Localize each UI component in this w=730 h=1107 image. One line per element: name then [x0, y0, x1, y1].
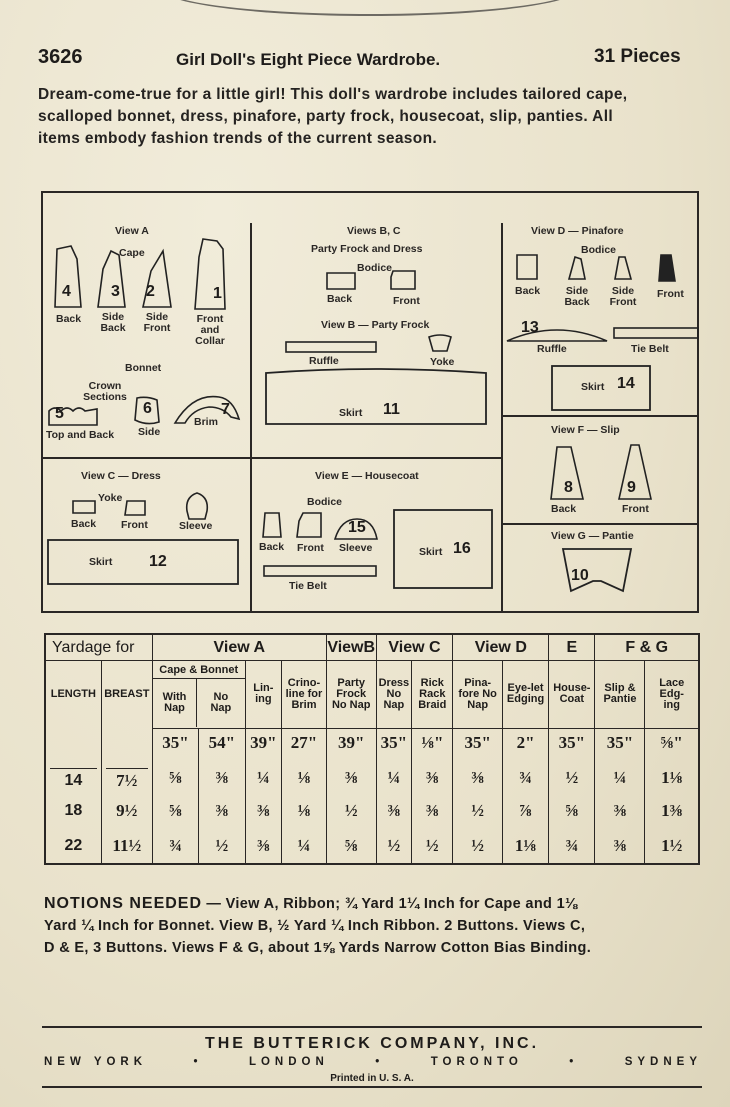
table-group-header — [45, 634, 699, 660]
view-g-title: View G — Pantie — [551, 530, 634, 542]
piece-label: Front — [657, 288, 684, 300]
value-cell: ⅜ — [199, 756, 245, 792]
width-cell: ⅝" — [645, 728, 699, 756]
table-column-header — [45, 660, 699, 728]
column-eyelet: Eye-let Edging — [502, 660, 548, 728]
yardage-table — [44, 633, 700, 865]
publisher-footer — [42, 1026, 702, 1088]
group-view-b: ViewB — [326, 634, 376, 660]
cape-bonnet-header — [152, 660, 245, 728]
skirt-number: 14 — [617, 375, 635, 392]
group-view-d: View D — [453, 634, 549, 660]
column-dress: Dress No Nap — [376, 660, 412, 728]
city: NEW YORK — [44, 1056, 148, 1068]
value-cell: ⅜ — [595, 828, 645, 864]
city: LONDON — [248, 1056, 329, 1068]
bonnet-label: Bonnet — [125, 362, 162, 374]
breast-cell: 11½ — [101, 828, 152, 864]
value-cell: ⅜ — [199, 792, 245, 828]
notions-line: Yard ¼ Inch for Bonnet. View B, ½ Yard ¼ Inch Ribbon. 2 Buttons. Views C, — [44, 918, 586, 934]
separator: • — [375, 1056, 385, 1068]
views-bc-title: Views B, C — [347, 225, 401, 237]
skirt-number: 12 — [149, 553, 167, 570]
pattern-piece-2: 2 — [141, 249, 173, 309]
piece-label: Yoke — [430, 356, 455, 368]
column-no-nap: No Nap — [196, 679, 244, 727]
column-party-frock: Party Frock No Nap — [326, 660, 376, 728]
length-cell: 14 — [45, 756, 101, 792]
value-cell: ⅜ — [412, 756, 453, 792]
value-cell: ⅛ — [282, 756, 327, 792]
view-a-title: View A — [115, 225, 149, 237]
value-cell: 1½ — [645, 828, 699, 864]
housecoat-back-piece — [261, 511, 283, 539]
value-cell: ⅜ — [595, 792, 645, 828]
bodice-front-piece — [389, 269, 417, 291]
yardage-label: Yardage for — [45, 634, 152, 660]
bodice-label: Bodice — [581, 244, 617, 256]
value-cell: ⅝ — [152, 756, 198, 792]
value-cell: ½ — [412, 828, 453, 864]
skirt-label: Skirt — [581, 381, 605, 393]
column-breast: BREAST — [101, 660, 152, 728]
ruffle-piece — [285, 341, 377, 353]
width-cell: ⅛" — [412, 728, 453, 756]
piece-label: Front — [393, 295, 420, 307]
column-with-nap: With Nap — [162, 691, 187, 714]
skirt-number: 11 — [383, 401, 400, 418]
piece-label: Side — [138, 426, 161, 438]
width-cell: 27" — [282, 728, 327, 756]
length-cell: 18 — [64, 801, 83, 819]
value-cell: ¼ — [376, 756, 412, 792]
value-cell: ¾ — [549, 828, 595, 864]
piece-label: Back — [327, 293, 353, 305]
value-cell: ¼ — [245, 756, 282, 792]
piece-count: 31 Pieces — [594, 46, 681, 67]
cities-line — [42, 1056, 702, 1068]
piece-label: Back — [515, 285, 541, 297]
separator: • — [193, 1056, 203, 1068]
view-e-title: View E — Housecoat — [315, 470, 419, 482]
column-rick-rack: Rick Rack Braid — [412, 660, 453, 728]
view-c-title: View C — Dress — [81, 470, 161, 482]
value-cell: ⅞ — [502, 792, 548, 828]
sleeve-number: 15 — [348, 519, 366, 536]
value-cell: ⅝ — [152, 792, 198, 828]
value-cell: 1⅜ — [645, 792, 699, 828]
crown-sections-label: Crown Sections — [83, 380, 127, 403]
piece-label: Ruffle — [537, 343, 567, 355]
cape-label: Cape — [119, 247, 145, 259]
value-cell: ⅜ — [453, 756, 503, 792]
width-cell: 35" — [595, 728, 645, 756]
piece-label: Front — [121, 519, 148, 531]
piece-label: Back — [551, 503, 577, 515]
pattern-piece-7: 7 — [173, 389, 241, 425]
piece-label: Side Front — [143, 311, 171, 334]
dress-yoke-back — [71, 499, 97, 515]
view-d-title: View D — Pinafore — [531, 225, 624, 237]
column-length: LENGTH — [50, 687, 96, 700]
skirt-label: Skirt — [89, 556, 113, 568]
value-cell: ⅜ — [326, 756, 376, 792]
value-cell: 1⅛ — [645, 756, 699, 792]
value-cell: ½ — [453, 828, 503, 864]
pattern-piece-1: 1 — [193, 237, 227, 311]
value-cell: ⅝ — [549, 792, 595, 828]
group-view-a: View A — [152, 634, 326, 660]
piece-label: Side Back — [564, 285, 590, 308]
pattern-piece-4: 4 — [53, 245, 83, 309]
tie-belt-piece — [613, 327, 699, 339]
value-cell: ⅝ — [326, 828, 376, 864]
piece-label: Ruffle — [309, 355, 339, 367]
views-bc-subtitle: Party Frock and Dress — [311, 243, 423, 255]
pinafore-back-piece — [515, 253, 539, 281]
group-view-e: E — [549, 634, 595, 660]
width-cell: 54" — [199, 728, 245, 756]
bodice-label: Bodice — [357, 262, 393, 274]
value-cell: ½ — [549, 756, 595, 792]
column-lining: Lin-ing — [245, 660, 282, 728]
pattern-piece-6: 6 — [133, 396, 161, 426]
notions-line: D & E, 3 Buttons. Views F & G, about 1⅝ Yards Narrow Cotton Bias Binding. — [44, 940, 592, 956]
description-line: items embody fashion trends of the current season. — [38, 130, 438, 147]
pinafore-side-front-piece — [613, 255, 633, 281]
view-b-title: View B — Party Frock — [321, 319, 430, 331]
pattern-piece-16 — [393, 509, 493, 589]
piece-label: Brim — [194, 416, 218, 428]
value-cell: ⅜ — [412, 792, 453, 828]
description-line: Dream-come-true for a little girl! This doll's wardrobe includes tailored cape, — [38, 86, 628, 103]
description-line: scalloped bonnet, dress, pinafore, party frock, housecoat, slip, panties. All — [38, 108, 614, 125]
value-cell: 1⅛ — [502, 828, 548, 864]
table-row — [45, 828, 699, 864]
breast-cell: 7½ — [101, 756, 152, 792]
notions-needed — [44, 893, 708, 959]
cape-bonnet-label: Cape & Bonnet — [153, 661, 245, 679]
value-cell: ⅛ — [282, 792, 327, 828]
piece-label: Sleeve — [179, 520, 213, 532]
piece-label: Back — [71, 518, 97, 530]
piece-label: Back — [56, 313, 82, 325]
company-name: THE BUTTERICK COMPANY, INC. — [204, 1035, 540, 1052]
yoke-label: Yoke — [98, 492, 123, 504]
separator: • — [569, 1056, 579, 1068]
value-cell: ¾ — [502, 756, 548, 792]
pattern-piece-5: 5 — [47, 403, 99, 427]
value-cell: ½ — [453, 792, 503, 828]
piece-label: Sleeve — [339, 542, 373, 554]
dress-sleeve-piece — [183, 491, 211, 521]
bodice-back-piece — [325, 271, 357, 291]
bodice-label: Bodice — [307, 496, 343, 508]
group-view-c: View C — [376, 634, 453, 660]
width-cell: 39" — [245, 728, 282, 756]
value-cell: ¼ — [595, 756, 645, 792]
pinafore-front-piece — [657, 253, 677, 283]
slip-front-number: 9 — [627, 479, 636, 496]
length-cell: 22 — [64, 837, 83, 854]
value-cell: ½ — [326, 792, 376, 828]
skirt-number: 16 — [453, 540, 471, 557]
pattern-layout-diagram — [41, 191, 699, 613]
column-slip-pantie: Slip & Pantie — [595, 660, 645, 728]
pattern-piece-12 — [47, 539, 239, 585]
dress-yoke-front — [123, 499, 147, 517]
pattern-piece-11 — [265, 369, 487, 425]
skirt-label: Skirt — [339, 407, 363, 419]
value-cell: ⅜ — [245, 792, 282, 828]
piece-label: Front and Collar — [195, 313, 225, 347]
table-row — [45, 792, 699, 828]
printed-in: Printed in U. S. A. — [330, 1073, 414, 1084]
width-cell: 35" — [453, 728, 503, 756]
view-f-title: View F — Slip — [551, 424, 620, 436]
pantie-number: 10 — [571, 567, 589, 584]
housecoat-front-piece — [295, 511, 323, 539]
notions-line: — View A, Ribbon; ¾ Yard 1¼ Inch for Cape and 1⅛ — [206, 896, 578, 912]
piece-label: Back — [259, 541, 285, 553]
housecoat-tie-belt — [263, 565, 377, 577]
piece-label: Front — [622, 503, 649, 515]
pattern-piece-3: 3 — [97, 249, 127, 309]
column-crinoline: Crino-line for Brim — [282, 660, 327, 728]
description — [38, 84, 706, 150]
value-cell: ½ — [376, 828, 412, 864]
value-cell: ¾ — [152, 828, 198, 864]
yoke-piece — [427, 333, 453, 353]
breast-cell: 9½ — [101, 792, 152, 828]
piece-label: Side Back — [100, 311, 126, 334]
column-housecoat: House-Coat — [549, 660, 595, 728]
width-cell: 2" — [502, 728, 548, 756]
slip-back-number: 8 — [564, 479, 573, 496]
value-cell: ½ — [199, 828, 245, 864]
column-lace-edging: Lace Edg-ing — [645, 660, 699, 728]
width-cell: 35" — [376, 728, 412, 756]
table-row — [45, 756, 699, 792]
pattern-number: 3626 — [38, 46, 83, 68]
piece-label: Tie Belt — [289, 580, 327, 592]
value-cell: ⅜ — [245, 828, 282, 864]
piece-label: Side Front — [609, 285, 637, 308]
width-cell: 35" — [549, 728, 595, 756]
ruffle-number: 13 — [521, 319, 539, 336]
pinafore-side-back-piece — [567, 255, 587, 281]
city: TORONTO — [430, 1056, 523, 1068]
column-pinafore: Pina-fore No Nap — [453, 660, 503, 728]
width-cell: 35" — [152, 728, 198, 756]
value-cell: ¼ — [282, 828, 327, 864]
width-cell: 39" — [326, 728, 376, 756]
skirt-label: Skirt — [419, 546, 443, 558]
value-cell: ⅜ — [376, 792, 412, 828]
piece-label: Top and Back — [46, 429, 115, 441]
group-view-fg: F & G — [595, 634, 699, 660]
table-width-row — [45, 728, 699, 756]
pattern-title: Girl Doll's Eight Piece Wardrobe. — [176, 50, 441, 69]
notions-heading: NOTIONS NEEDED — [44, 895, 203, 912]
city: SYDNEY — [624, 1056, 702, 1068]
piece-label: Tie Belt — [631, 343, 669, 355]
piece-label: Front — [297, 542, 324, 554]
